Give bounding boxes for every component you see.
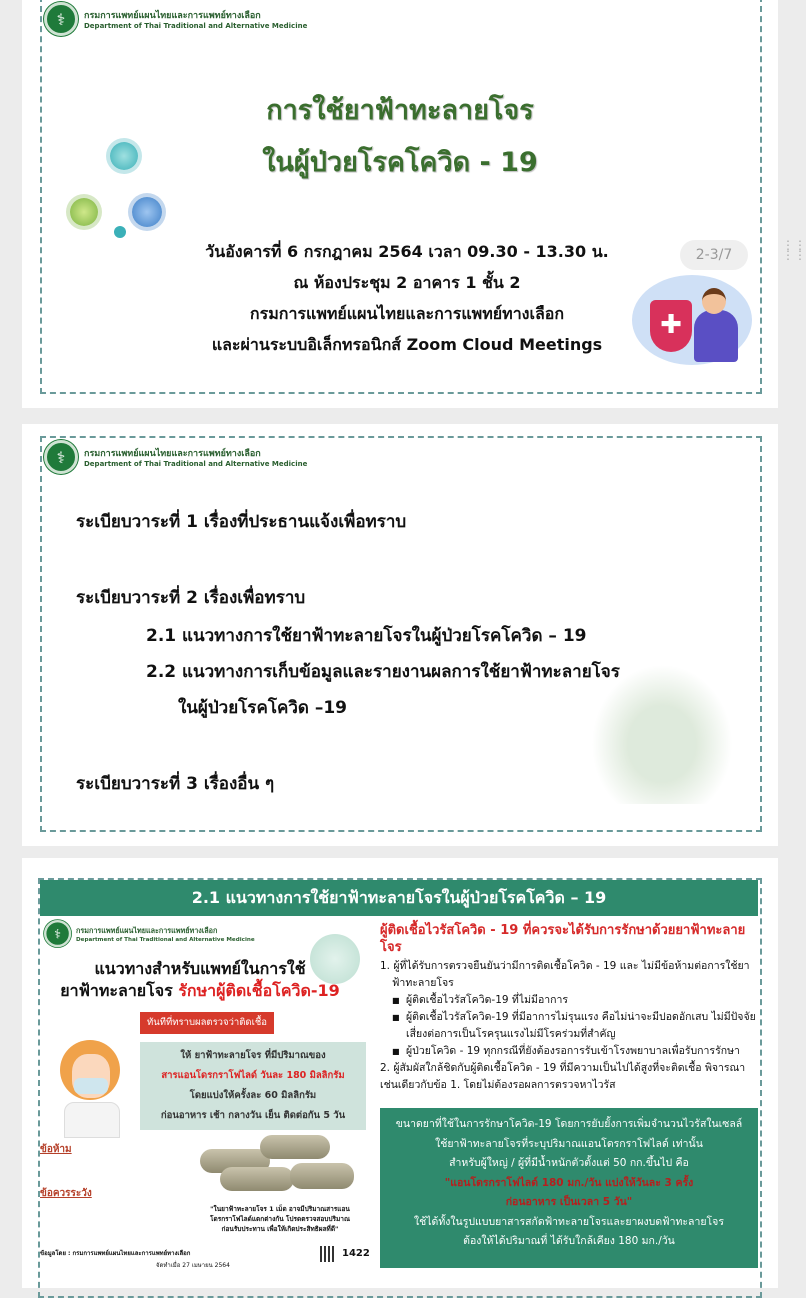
dosage-highlight: ก่อนอาหาร เป็นเวลา 5 วัน" — [505, 1196, 633, 1208]
page-indicator: 2-3/7 — [680, 240, 748, 270]
dosage-line: สำหรับผู้ใหญ่ / ผู้ที่มีน้ำหนักตัวตั้งแต่ 50 กก.ขึ้นไป คือ — [449, 1157, 689, 1169]
agenda-item-2-2: 2.2 แนวทางการเก็บข้อมูลและรายงานผลการใช้ยาฟ้าทะลายโจร — [146, 662, 620, 682]
dose-box — [140, 1042, 366, 1130]
infographic-title-1: แนวทางสำหรับแพทย์ในการใช้ — [94, 959, 306, 978]
list-item: ■ ผู้ป่วยโควิด - 19 ทุกกรณีที่ยังต้องรอการรับเข้าโรงพยาบาลเพื่อรับการรักษา — [380, 1043, 760, 1060]
org-name-en: Department of Thai Traditional and Alternative Medicine — [84, 22, 308, 30]
list-item: 1. ผู้ที่ได้รับการตรวจยืนยันว่ามีการติดเชื้อโควิด - 19 และ ไม่มีข้อห้ามต่อการใช้ยา — [380, 960, 750, 972]
infographic — [40, 920, 375, 1270]
org-name-th: กรมการแพทย์แผนไทยและการแพทย์ทางเลือก — [76, 927, 218, 936]
virus-icon — [110, 142, 138, 170]
infographic-title-highlight: รักษาผู้ติดเชื้อโควิด-19 — [178, 981, 340, 1000]
dose-line: โดยแบ่งให้ครั้งละ 60 มิลลิกรัม — [189, 1090, 317, 1101]
meeting-online: และผ่านระบบอิเล็กทรอนิกส์ Zoom Cloud Meetings — [211, 335, 603, 354]
infographic-title — [40, 958, 360, 1002]
list-item: ■ ผู้ติดเชื้อไวรัสโควิด-19 ที่ไม่มีอาการ — [380, 992, 760, 1009]
agenda-item-1: ระเบียบวาระที่ 1 เรื่องที่ประธานแจ้งเพื่อทราบ — [76, 512, 407, 532]
dosage-line: ต้องให้ได้ปริมาณที่ ได้รับใกล้เคียง 180 มก./วัน — [463, 1235, 675, 1247]
doctor-illustration — [50, 1040, 130, 1140]
org-name-en: Department of Thai Traditional and Alternative Medicine — [76, 936, 255, 943]
org-logo — [44, 440, 307, 474]
slide-3[interactable] — [22, 858, 778, 1288]
meeting-date: วันอังคารที่ 6 กรกฎาคม 2564 เวลา 09.30 - 13.30 น. — [205, 242, 609, 261]
dosage-line: ใช้ยาฟ้าทะลายโจรที่ระบุปริมาณแอนโดรกราโฟไลด์ เท่านั้น — [435, 1137, 703, 1150]
infographic-title-2: ยาฟ้าทะลายโจร — [60, 981, 179, 1000]
doctor-shield-illustration: ✚ — [622, 270, 772, 365]
list-item: ฟ้าทะลายโจร — [392, 977, 454, 989]
dose-line: ให้ ยาฟ้าทะลายโจร ที่มีปริมาณของ — [180, 1050, 326, 1061]
slide-2[interactable] — [22, 424, 778, 846]
capsule-note: "ในยาฟ้าทะลายโจร 1 เม็ด อาจมีปริมาณสารแอนโดรกราโฟไลด์แตกต่างกัน โปรดตรวจสอบปริมาณก่อนรับประทาน เพื่อให้เกิดประสิทธิผลที่ดี" — [210, 1205, 350, 1233]
list-item: 2. ผู้สัมผัสใกล้ชิดกับผู้ติดเชื้อโควิด - 19 ที่มีความเป็นไปได้สูงที่จะติดเชื้อ พิจารณาเช่นเดียวกับข้อ 1. โดยไม่ต้องรอผลการตรวจหาไวรัส — [380, 1062, 746, 1091]
dosage-box — [380, 1108, 758, 1268]
list-title: ผู้ติดเชื้อไวรัสโควิด - 19 ที่ควรจะได้รับการรักษาด้วยยาฟ้าทะลายโจร — [380, 923, 746, 955]
dosage-highlight: "แอนโดรกราโฟไลด์ 180 มก./วัน แบ่งให้วันละ 3 ครั้ง — [444, 1176, 694, 1189]
virus-icon — [132, 197, 162, 227]
slide-title: การใช้ยาฟ้าทะลายโจร — [266, 95, 534, 126]
agenda-item-2: ระเบียบวาระที่ 2 เรื่องเพื่อทราบ — [76, 588, 306, 608]
org-name-th: กรมการแพทย์แผนไทยและการแพทย์ทางเลือก — [84, 11, 261, 21]
virus-icon — [114, 226, 126, 238]
meeting-room: ณ ห้องประชุม 2 อาคาร 1 ชั้น 2 — [293, 273, 521, 292]
qr-code-icon — [320, 1246, 336, 1262]
org-name-th: กรมการแพทย์แผนไทยและการแพทย์ทางเลือก — [84, 449, 261, 459]
meeting-info — [172, 236, 642, 360]
dosage-line: ขนาดยาที่ใช้ในการรักษาโควิด-19 โดยการยับยั้งการเพิ่มจำนวนไวรัสในเซลล์ — [395, 1118, 743, 1130]
drag-handle-icon[interactable]: ⋮⋮ ⋮⋮ — [782, 238, 806, 262]
hotline: 1422 — [342, 1248, 370, 1259]
agenda-item-2-1: 2.1 แนวทางการใช้ยาฟ้าทะลายโจรในผู้ป่วยโรคโควิด – 19 — [146, 626, 587, 646]
seal-icon: ⚕ — [44, 920, 71, 947]
org-logo — [44, 2, 307, 36]
dosage-line: ใช้ได้ทั้งในรูปแบบยาสารสกัดฟ้าทะลายโจรและยาผงบดฟ้าทะลายโจร — [414, 1215, 724, 1228]
source-text: ข้อมูลโดย : กรมการแพทย์แผนไทยและการแพทย์ทางเลือก — [40, 1250, 191, 1257]
agenda-item-3: ระเบียบวาระที่ 3 เรื่องอื่น ๆ — [76, 774, 275, 794]
cautions-heading: ข้อควรระวัง — [40, 1188, 92, 1199]
slide-1[interactable] — [22, 0, 778, 408]
slide-subtitle: ในผู้ป่วยโรคโควิด - 19 — [262, 147, 538, 178]
slide-header: 2.1 แนวทางการใช้ยาฟ้าทะลายโจรในผู้ป่วยโรคโควิด – 19 — [40, 880, 758, 916]
org-name-en: Department of Thai Traditional and Alternative Medicine — [84, 460, 308, 468]
contraindications-heading: ข้อห้าม — [40, 1144, 72, 1155]
immediate-tag: ทันทีที่ทราบผลตรวจว่าติดเชื้อ — [140, 1012, 274, 1034]
seal-icon: ⚕ — [44, 2, 78, 36]
dose-line: สารแอนโดรกราโฟไลด์ วันละ 180 มิลลิกรัม — [161, 1070, 345, 1081]
meeting-org: กรมการแพทย์แผนไทยและการแพทย์ทางเลือก — [249, 304, 565, 323]
capsules-image — [190, 1135, 360, 1199]
org-logo — [44, 920, 255, 947]
virus-icon — [70, 198, 98, 226]
eligible-patients-list — [380, 922, 760, 1094]
date-text: จัดทำเมื่อ 27 เมษายน 2564 — [156, 1262, 230, 1269]
dose-line: ก่อนอาหาร เช้า กลางวัน เย็น ติดต่อกัน 5 วัน — [160, 1110, 346, 1121]
seal-icon: ⚕ — [44, 440, 78, 474]
agenda-item-2-2-cont: ในผู้ป่วยโรคโควิด –19 — [178, 698, 347, 718]
list-item: ■ ผู้ติดเชื้อไวรัสโควิด-19 ที่มีอาการไม่รุนแรง คือไม่น่าจะมีปอดอักเสบ ไม่มีปัจจัยเสี่ยงต่อการเป็นโรครุนแรงไม่มีโรคร่วมที่สำคัญ — [380, 1009, 760, 1043]
